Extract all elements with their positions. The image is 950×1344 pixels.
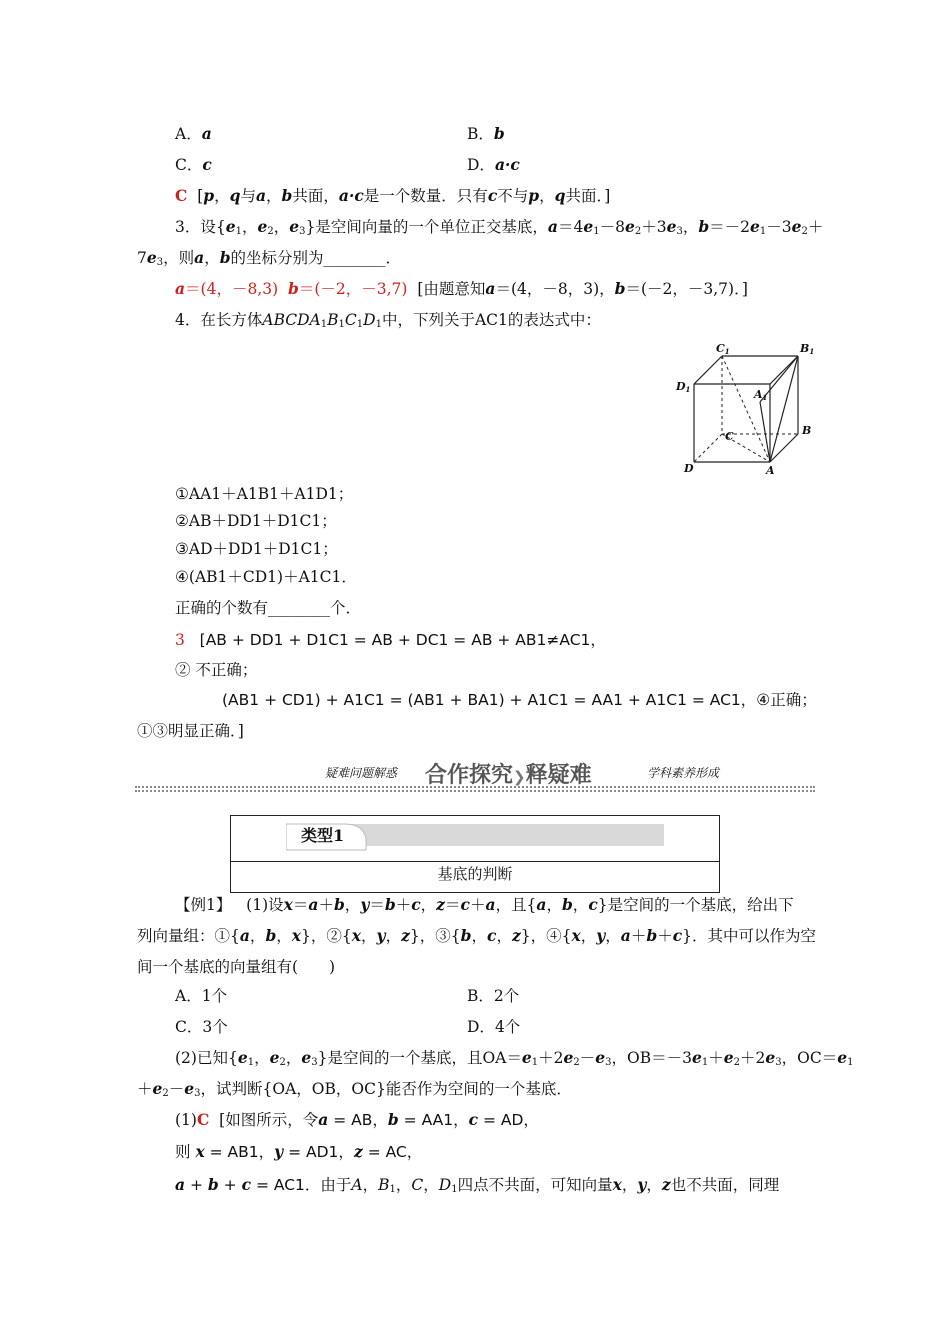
q3-line2: $7e_3$，则a，b的坐标分别为________． [137, 248, 402, 268]
banner-left-text: 疑难问题解惑 [325, 766, 398, 780]
banner-divider-bottom [135, 790, 815, 792]
option-c: C．c [175, 155, 212, 174]
label-d1: D1 [676, 380, 691, 394]
q4-answer-line4: ①③明显正确．] [137, 722, 244, 740]
ex1-option-d: D．4个 [467, 1018, 521, 1036]
banner-right-text: 学科素养形成 [647, 766, 720, 780]
option-b: B．b [467, 124, 505, 143]
q4-answer-line2: ② 不正确； [175, 661, 258, 679]
q4-item-2: ②AB＋DD1＋D1C1； [175, 512, 337, 530]
q4-item-4: ④(AB1＋CD1)＋A1C1． [175, 568, 357, 586]
example1-line3: 间一个基底的向量组有( ) [137, 958, 336, 976]
label-b1: B1 [800, 342, 815, 356]
q2-answer: C [p，q与a，b共面，a·c是一个数量．只有c不与p，q共面．] [175, 186, 611, 205]
option-d: D．a·c [467, 155, 520, 174]
example2-line2: $+e_2-e_3$，试判断{OA，OB，OC}能否作为空间的一个基底． [137, 1079, 572, 1099]
label-c: C [725, 430, 734, 443]
option-a: A．a [175, 124, 212, 143]
banner-title: 合作探究❯释疑难 [425, 763, 592, 788]
label-a: A [766, 464, 775, 477]
ex-answer-line3: a + b + c = AC1．由于A，$B_1$，C，$D_1$四点不共面，可知向量x，y，z也不共面，同理 [175, 1175, 780, 1195]
example2-line1: (2)已知{$e_1$，$e_2$，$e_3$}是空间的一个基底，且$OA=e_1+2e_2-e_3$，$OB=-3e_1+e_2+2e_3$，$OC=e_1$ [175, 1048, 854, 1068]
label-c1: C1 [716, 342, 730, 356]
q4-item-3: ③AD＋DD1＋D1C1； [175, 540, 338, 558]
type-box-divider [231, 861, 719, 862]
q4-count-blank: 正确的个数有________个． [175, 599, 362, 617]
label-a1: A1 [754, 388, 768, 402]
chevron-right-icon: ❯ [513, 768, 526, 786]
example1-line1: 【例1】 (1)设x＝a＋b，y＝b＋c，z＝c＋a，且{a，b，c}是空间的一个基底，给出下 [175, 895, 794, 914]
example1-line2: 列向量组：①{a，b，x}，②{x，y，z}，③{b，c，z}，④{x，y，a＋b＋c}．其中可以作为空 [137, 926, 817, 945]
label-b: B [802, 424, 812, 437]
ex-answer-line1: (1)C [如图所示，令a = AB，b = AA1，c = AD， [175, 1110, 539, 1129]
cuboid-figure [670, 338, 820, 480]
q4-answer-line1: 3 [AB + DD1 + D1C1 = AB + DC1 = AB + AB1≠AC1， [175, 631, 606, 649]
q3-line1: 3．设{$e_1$，$e_2$，$e_3$}是空间向量的一个单位正交基底，$a=4e_1-8e_2+3e_3$，$b=-2e_1-3e_2+$ [175, 217, 824, 237]
type-box [230, 815, 720, 893]
q4-answer-line3: (AB1 + CD1) + A1C1 = (AB1 + BA1) + A1C1 = AA1 + A1C1 = AC1，④正确； [222, 691, 817, 709]
q4-stem: 4．在长方体$ABCDA_1B_1C_1D_1$中，下列关于AC1的表达式中： [175, 311, 601, 330]
q4-item-1: ①AA1＋A1B1＋A1D1； [175, 485, 354, 503]
ex1-option-c: C．3个 [175, 1018, 228, 1036]
label-d: D [684, 462, 694, 475]
q3-answer: a＝(4，－8,3) b＝(－2，－3,7) [由题意知a＝(4，－8，3)，b＝(－2，－3,7)．] [175, 279, 748, 298]
banner-divider-top [135, 786, 815, 788]
section-banner [135, 760, 815, 794]
type-title: 基底的判断 [437, 865, 513, 883]
type-tag: 类型1 [301, 826, 345, 845]
ex-answer-line2: 则 x = AB1，y = AD1，z = AC， [175, 1142, 423, 1161]
ex1-option-a: A．1个 [175, 987, 228, 1005]
ex1-option-b: B．2个 [467, 987, 520, 1005]
